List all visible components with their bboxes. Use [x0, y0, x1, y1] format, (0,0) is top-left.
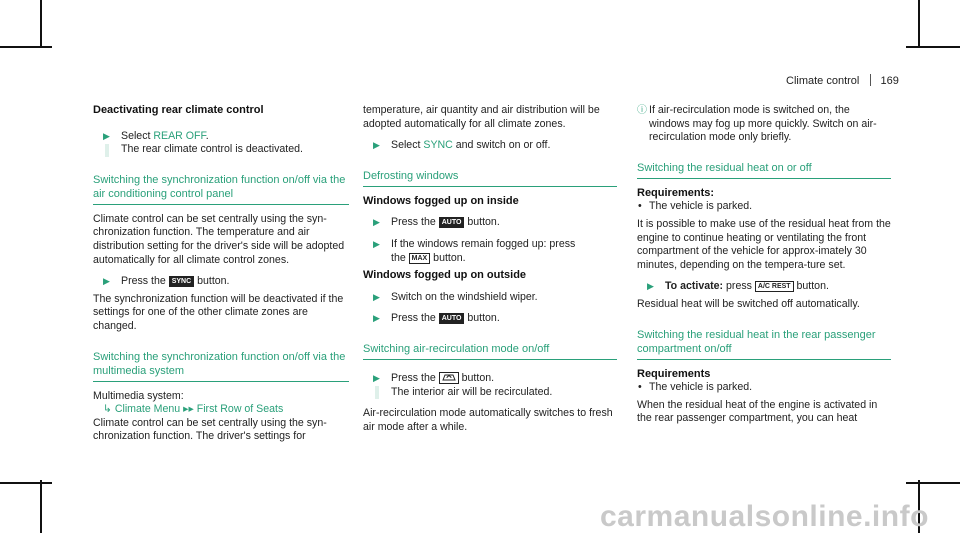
step-arrow-icon: ▶ — [373, 313, 380, 324]
info-icon: ⓘ — [637, 105, 647, 116]
step-activate-residual: ▶ To activate: press A/C REST button. — [647, 280, 829, 293]
requirements-label: Requirements — [637, 367, 711, 380]
path-return-icon: ↳ — [103, 403, 115, 416]
menu-path-climate[interactable]: Climate Menu — [114, 403, 181, 416]
step-arrow-icon: ▶ — [373, 217, 380, 228]
step-arrow-icon: ▶ — [373, 140, 380, 151]
step-select-rear-off: ▶ Select REAR OFF. The rear climate control is deactivated. — [93, 130, 349, 157]
crop-mark — [906, 46, 960, 48]
auto-button-icon[interactable]: AUTO — [439, 217, 465, 228]
max-defrost-button-icon[interactable]: MAX — [409, 253, 431, 264]
heading-sync-panel: Switching the synchronization function on/off via the air conditioning control panel — [93, 173, 349, 205]
column-2 — [363, 104, 617, 434]
rear-off-softkey[interactable]: REAR OFF — [153, 129, 206, 142]
paragraph: Residual heat will be switched off automatically. — [637, 297, 860, 310]
heading-residual-heat: Switching the residual heat on or off — [637, 161, 891, 179]
menu-path-first-row[interactable]: First Row of Seats — [196, 403, 284, 416]
recirculation-button-icon[interactable] — [439, 372, 459, 384]
step-press-auto: ▶ Press the AUTO button. — [373, 216, 500, 229]
paragraph: The synchronization function will be deactivated if the settings for one of the other climate zones are changed. — [93, 292, 344, 332]
crop-mark — [0, 46, 52, 48]
auto-button-icon[interactable]: AUTO — [439, 313, 465, 324]
subheading-fogged-outside: Windows fogged up on outside — [363, 269, 527, 282]
step-select-sync: ▶ Select SYNC and switch on or off. — [373, 139, 551, 152]
path-chevron-icon: ▸▸ — [183, 403, 197, 416]
heading-sync-multimedia: Switching the synchronization function on/off via the multimedia system — [93, 350, 349, 382]
sync-button-icon[interactable]: SYNC — [169, 276, 194, 287]
crop-mark — [906, 482, 960, 484]
step-result: The interior air will be recirculated. — [391, 385, 553, 398]
heading-defrosting: Defrosting windows — [363, 169, 617, 187]
step-arrow-icon: ▶ — [373, 372, 380, 383]
subheading-fogged-inside: Windows fogged up on inside — [363, 194, 519, 207]
heading-recirculation: Switching air-recirculation mode on/off — [363, 342, 617, 360]
step-press-recirculation: ▶ Press the button. The interior air will be recirculated. — [363, 372, 617, 399]
menu-path — [93, 403, 349, 417]
column-3 — [637, 104, 891, 426]
paragraph: Multimedia system: — [93, 389, 184, 402]
paragraph: Air-recirculation mode automatically switches to fresh air mode after a while. — [363, 407, 613, 433]
requirements-label: Requirements: — [637, 186, 715, 199]
page-number: 169 — [880, 75, 899, 87]
list-item: • The vehicle is parked. — [638, 200, 753, 213]
step-arrow-icon: ▶ — [647, 281, 654, 292]
step-arrow-icon: ▶ — [103, 130, 110, 141]
heading-residual-rear: Switching the residual heat in the rear passenger compartment on/off — [637, 328, 891, 360]
crop-mark — [40, 0, 42, 48]
step-press-sync: ▶ Press the SYNC button. — [103, 275, 230, 288]
step-arrow-icon: ▶ — [103, 276, 110, 287]
section-title: Climate control — [786, 75, 860, 87]
note: ⓘ If air-recirculation mode is switched on, the windows may fog up more quickly. Switch on air-recirculation mode only briefly. — [637, 104, 877, 144]
result-bar — [105, 144, 109, 157]
column-1 — [93, 104, 349, 444]
sync-softkey[interactable]: SYNC — [423, 139, 453, 152]
step-arrow-icon: ▶ — [373, 238, 380, 249]
crop-mark — [918, 0, 920, 48]
result-bar — [375, 386, 379, 399]
step-wiper: ▶ Switch on the windshield wiper. — [373, 290, 538, 303]
step-press-max: ▶ If the windows remain fogged up: press the MAX button. — [373, 237, 576, 264]
paragraph: Climate control can be set centrally using the syn-chronization function. The temperature and air distribution setting for the driver's side will be adopted automatically for all climate control zones. — [93, 212, 345, 266]
running-header — [786, 74, 899, 87]
step-press-auto-2: ▶ Press the AUTO button. — [373, 312, 500, 325]
heading-deactivating-rear: Deactivating rear climate control — [93, 104, 264, 116]
step-arrow-icon: ▶ — [373, 291, 380, 302]
list-item: • The vehicle is parked. — [638, 381, 753, 394]
paragraph: It is possible to make use of the residual heat from the engine to continue heating or ventilating the front compartment of the vehicle for approx-imately 30 minutes, depending on the tempera-ture set. — [637, 217, 891, 271]
paragraph: When the residual heat of the engine is activated in the rear passenger compartment, you can heat — [637, 398, 878, 425]
watermark: carmanualsonline.info — [600, 500, 929, 533]
step-result: The rear climate control is deactivated. — [121, 143, 303, 156]
paragraph: Climate control can be set centrally using the syn-chronization function. The driver's settings for — [93, 416, 327, 443]
paragraph: temperature, air quantity and air distribution will be adopted automatically for all climate zones. — [363, 104, 600, 130]
crop-mark — [40, 480, 42, 533]
ac-rest-button-icon[interactable]: A/C REST — [755, 281, 794, 292]
crop-mark — [0, 482, 52, 484]
